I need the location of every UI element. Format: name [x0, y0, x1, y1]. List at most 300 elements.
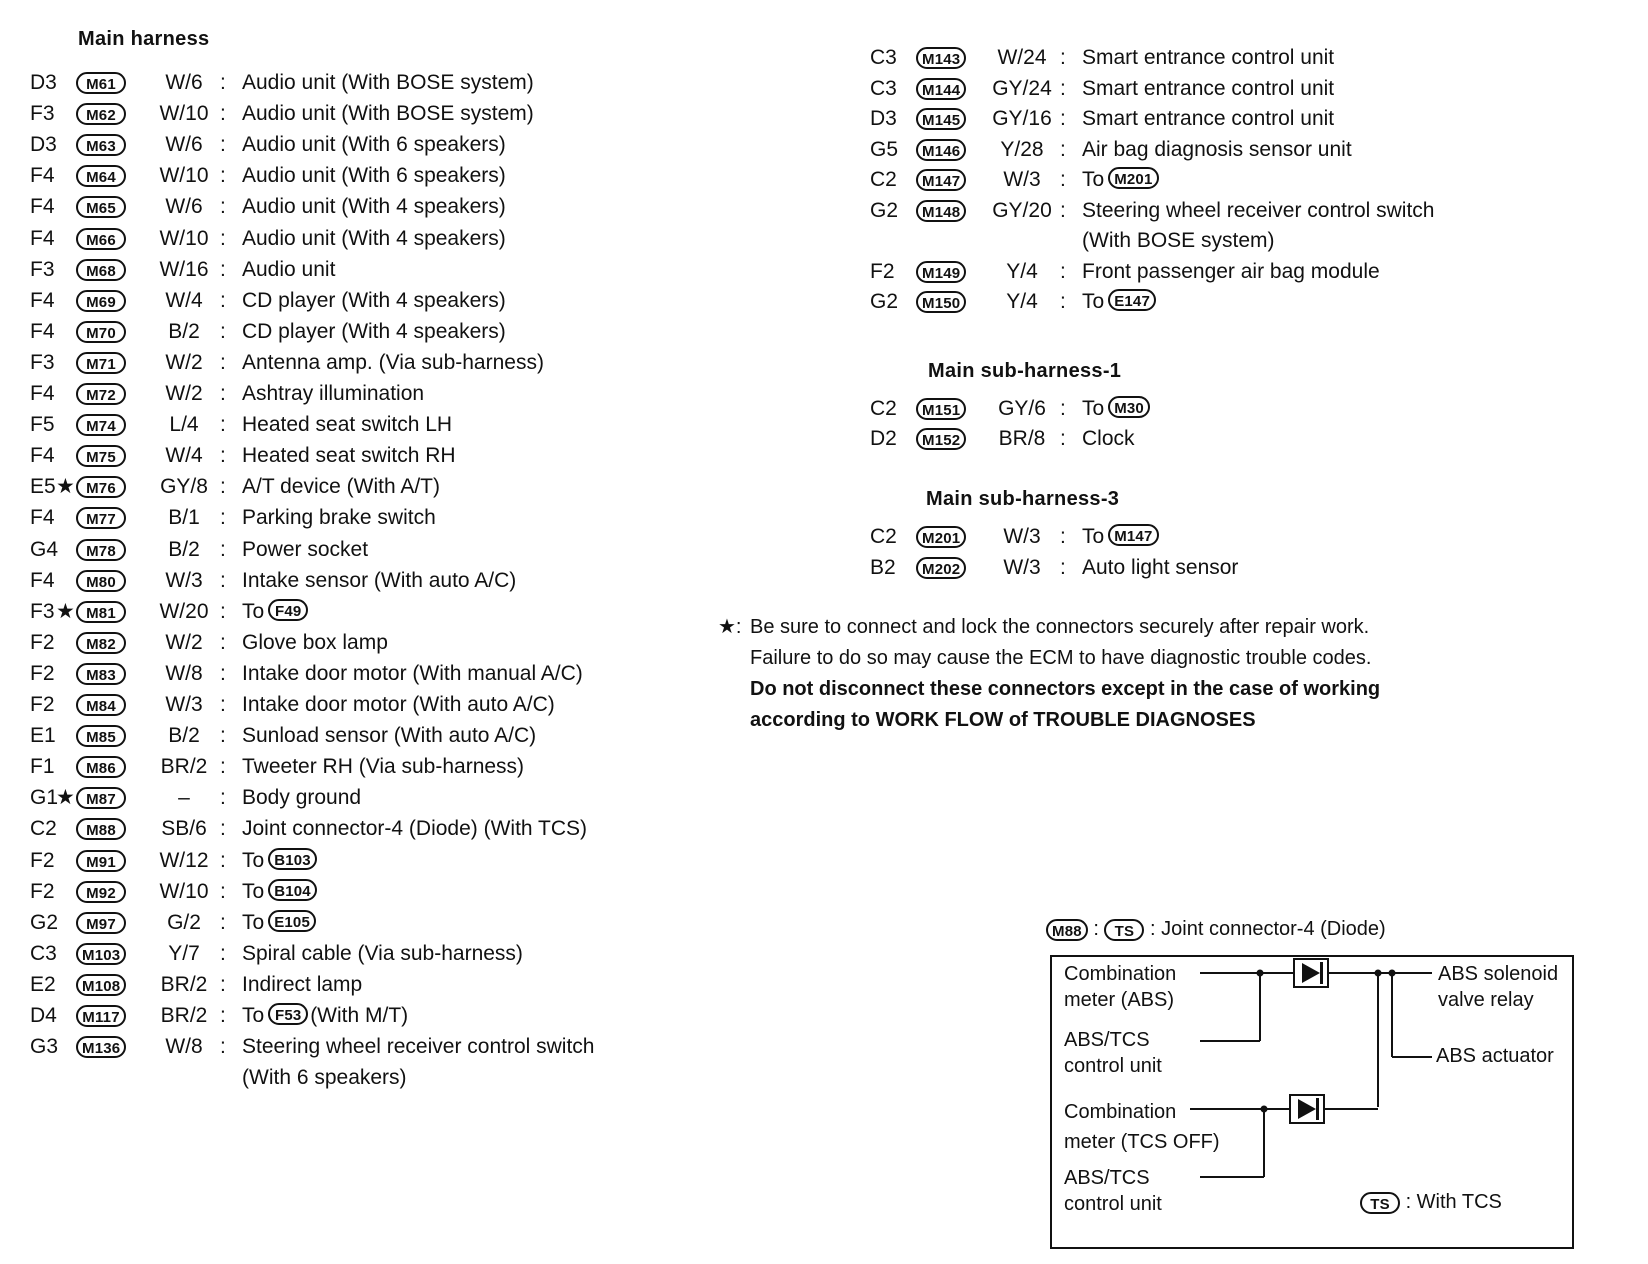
grid-ref: C2 [30, 817, 57, 841]
connector-badge: E147 [1108, 289, 1156, 311]
connector-badge: M147 [916, 169, 966, 191]
connector-row [30, 224, 730, 254]
separator-colon: : [220, 941, 226, 965]
wire-spec: BR/8 [998, 427, 1046, 450]
wire-spec: G/2 [167, 910, 201, 934]
connector-description [242, 628, 388, 658]
grid-ref: F3 [30, 350, 55, 374]
grid-ref: D2 [870, 427, 897, 450]
wire-spec: W/2 [165, 350, 203, 374]
connector-description [242, 690, 555, 720]
star-icon: ★ [56, 786, 75, 810]
connector-row [870, 424, 1570, 454]
connector-row [870, 74, 1570, 104]
grid-ref: F4 [30, 164, 55, 188]
separator-colon: : [220, 288, 226, 312]
description-text: To [242, 599, 265, 623]
separator-colon: : [220, 506, 226, 530]
connector-description [1082, 553, 1238, 583]
connector-description [1082, 394, 1152, 424]
diagram-title: Joint connector-4 (Diode) [1161, 918, 1386, 940]
connector-row [30, 255, 730, 285]
connector-row [30, 68, 730, 98]
note-line-1: Be sure to connect and lock the connectors securely after repair work. [750, 616, 1370, 638]
connector-description [242, 939, 523, 969]
connector-row [30, 317, 730, 347]
connector-badge: M82 [76, 632, 126, 654]
separator-colon: : [1060, 198, 1066, 222]
connector-badge: M117 [76, 1005, 126, 1027]
wire-spec: W/3 [1003, 525, 1041, 548]
description-text-line-2: (With 6 speakers) [242, 1066, 407, 1090]
wire-spec: B/1 [168, 506, 200, 530]
description-text: Intake sensor (With auto A/C) [242, 568, 517, 592]
grid-ref: G1 [30, 786, 59, 810]
connector-badge: M75 [76, 445, 126, 467]
connector-row [870, 165, 1570, 195]
connector-badge: TS [1360, 1192, 1400, 1214]
connector-description [242, 472, 440, 502]
connector-row [30, 814, 730, 844]
description-text: Heated seat switch LH [242, 413, 453, 437]
separator-colon: : [1060, 259, 1066, 283]
separator-colon: : [1060, 107, 1066, 130]
grid-ref: F3 [30, 257, 55, 281]
connector-row [870, 196, 1570, 226]
connector-badge: M148 [916, 200, 966, 222]
connector-badge: M88 [76, 818, 126, 840]
connector-description [242, 846, 319, 876]
connector-badge: B103 [268, 848, 317, 870]
wire-spec: W/16 [159, 257, 209, 281]
connector-description [242, 286, 506, 316]
separator-colon: : [220, 693, 226, 716]
separator-colon: : [1060, 397, 1066, 420]
separator-colon: : [220, 133, 226, 157]
legend-text: : With TCS [1405, 1191, 1502, 1213]
separator-colon: : [1060, 168, 1066, 191]
connector-badge: M144 [916, 78, 966, 100]
separator-colon: : [1060, 427, 1066, 450]
connector-badge: M80 [76, 570, 126, 592]
separator-colon: : [220, 1004, 226, 1027]
connector-badge: M85 [76, 725, 126, 747]
grid-ref: G5 [870, 137, 899, 161]
grid-ref: F5 [30, 413, 55, 437]
wire-spec: BR/2 [160, 755, 208, 779]
connector-badge: M84 [76, 694, 126, 716]
connector-badge: M87 [76, 787, 126, 809]
grid-ref: F2 [870, 259, 895, 283]
connector-description [242, 410, 452, 440]
separator-colon: : [220, 755, 226, 779]
description-text: Power socket [242, 537, 369, 561]
grid-ref: F4 [30, 444, 55, 468]
grid-ref: C2 [870, 525, 897, 548]
connector-badge: M150 [916, 291, 966, 313]
separator-colon: : [1060, 290, 1066, 313]
description-text: To [242, 879, 265, 903]
grid-ref: G2 [870, 290, 899, 313]
description-suffix: (With M/T) [310, 1004, 409, 1027]
description-text-line-2: (With BOSE system) [1082, 229, 1275, 252]
separator-colon: : [220, 972, 226, 996]
wire-spec: W/10 [159, 164, 209, 188]
connector-badge: M83 [76, 663, 126, 685]
grid-ref: F3 [30, 102, 55, 126]
connector-badge: M76 [76, 476, 126, 498]
connector-row [30, 286, 730, 316]
diode-diagram [1050, 955, 1574, 1249]
connector-row [30, 1001, 730, 1031]
description-text: Steering wheel receiver control switch [242, 1035, 595, 1059]
description-text: Auto light sensor [1082, 556, 1239, 579]
connector-description [242, 535, 368, 565]
grid-ref: E2 [30, 972, 56, 996]
description-text: Audio unit (With 6 speakers) [242, 164, 506, 188]
description-text: Smart entrance control unit [1082, 76, 1335, 100]
grid-ref: F4 [30, 288, 55, 312]
separator-colon: : [220, 1035, 226, 1059]
connector-badge: M146 [916, 139, 966, 161]
connector-badge: M70 [76, 321, 126, 343]
grid-ref: F4 [30, 319, 55, 343]
separator-colon: : [220, 257, 226, 281]
grid-ref: E5 [30, 475, 56, 499]
separator-colon: : [220, 350, 226, 374]
connector-description [242, 908, 318, 938]
connector-description [1082, 165, 1161, 195]
separator-colon: : [220, 879, 226, 903]
description-text: Audio unit (With 4 speakers) [242, 195, 506, 219]
connector-description [242, 317, 506, 347]
wire-spec: W/12 [159, 848, 209, 872]
separator-colon: : [220, 848, 226, 872]
grid-ref: G2 [30, 910, 59, 934]
connector-badge: M74 [76, 414, 126, 436]
wire-spec: W/3 [1003, 168, 1041, 191]
wire-spec: W/10 [159, 102, 209, 126]
star-icon: ★ [56, 475, 75, 499]
connector-description [242, 1032, 595, 1062]
description-text: Smart entrance control unit [1082, 46, 1335, 69]
connector-row [30, 690, 730, 720]
grid-ref: C3 [30, 941, 57, 965]
description-text: Air bag diagnosis sensor unit [1082, 137, 1352, 161]
separator-colon: : [1060, 46, 1066, 69]
connector-badge: M201 [1108, 167, 1158, 189]
description-text: To [242, 848, 265, 872]
connector-row [870, 43, 1570, 73]
connector-badge: M97 [76, 912, 126, 934]
connector-badge: M149 [916, 261, 966, 283]
connector-badge: M91 [76, 850, 126, 872]
separator-colon: : [220, 195, 226, 219]
grid-ref: F4 [30, 226, 55, 250]
separator-colon: : [220, 71, 226, 94]
connector-badge: M92 [76, 881, 126, 903]
connector-row [30, 783, 730, 813]
wire-spec: W/8 [165, 661, 203, 685]
wire-spec: W/6 [165, 195, 203, 219]
description-text: Intake door motor (With auto A/C) [242, 693, 555, 716]
connector-row [30, 908, 730, 938]
grid-ref: B2 [870, 556, 896, 579]
wire-spec: L/4 [169, 413, 199, 437]
description-text: Body ground [242, 786, 362, 810]
wire-spec: W/10 [159, 226, 209, 250]
grid-ref: F4 [30, 506, 55, 530]
wire-spec: W/2 [165, 630, 203, 654]
label-line: ABS/TCS [1064, 1167, 1150, 1189]
connector-description [242, 752, 524, 782]
wire-spec: W/24 [997, 46, 1047, 69]
connector-badge: M152 [916, 428, 966, 450]
connector-badge: M77 [76, 507, 126, 529]
wire-spec: Y/28 [1000, 137, 1044, 161]
separator-colon: : [220, 102, 226, 126]
separator-colon: : [220, 910, 226, 934]
connector-row [30, 130, 730, 160]
connector-description [242, 379, 424, 409]
wire-spec: W/2 [165, 382, 203, 405]
connector-description [242, 566, 516, 596]
connector-badge: M151 [916, 398, 966, 420]
grid-ref: C2 [870, 397, 897, 420]
description-text: To [242, 1004, 265, 1027]
connector-description [1082, 522, 1161, 552]
description-text: To [242, 910, 265, 934]
grid-ref: F1 [30, 755, 55, 779]
connector-description [1082, 196, 1435, 226]
connector-row [870, 135, 1570, 165]
separator-colon: : [220, 475, 226, 499]
separator-colon: : [220, 599, 226, 623]
label-line: ABS solenoid [1438, 963, 1559, 985]
wire-spec: Y/4 [1006, 259, 1038, 283]
connector-badge: TS [1104, 919, 1144, 941]
connector-badge: M136 [76, 1036, 126, 1058]
wire-spec: B/2 [168, 537, 200, 561]
description-text: Ashtray illumination [242, 382, 425, 405]
connector-badge: M64 [76, 165, 126, 187]
label-line: meter (ABS) [1064, 989, 1175, 1011]
connector-description [242, 970, 362, 1000]
description-text: Audio unit (With BOSE system) [242, 71, 534, 94]
label-line: control unit [1064, 1193, 1162, 1215]
wire-spec: GY/8 [160, 475, 208, 499]
wire-spec: W/3 [1003, 556, 1041, 579]
separator-colon: : [220, 444, 226, 468]
wire-spec: W/20 [159, 599, 209, 623]
description-text: Clock [1082, 427, 1135, 450]
wire-spec: W/10 [159, 879, 209, 903]
separator-colon: : [220, 413, 226, 437]
grid-ref: G2 [870, 198, 899, 222]
connector-description [242, 503, 436, 533]
input-combination-meter-abs [1064, 961, 1176, 1013]
separator-colon: : [1060, 137, 1066, 161]
connector-row [30, 379, 730, 409]
label-line: Combination [1064, 963, 1177, 985]
connector-row [30, 503, 730, 533]
grid-ref: C2 [870, 168, 897, 191]
description-text: CD player (With 4 speakers) [242, 319, 506, 343]
connector-badge: M88 [1046, 919, 1088, 941]
label-line: control unit [1064, 1055, 1162, 1077]
description-text: To [1082, 168, 1105, 191]
connector-badge: B104 [268, 879, 317, 901]
label-line: ABS/TCS [1064, 1029, 1150, 1051]
connector-description [242, 441, 456, 471]
separator-colon: : [220, 537, 226, 561]
connector-description [1082, 257, 1380, 287]
connector-row-continued [870, 226, 1570, 256]
connector-badge: M72 [76, 383, 126, 405]
connector-badge: M81 [76, 601, 126, 623]
grid-ref: C3 [870, 76, 897, 100]
connector-row [30, 348, 730, 378]
connector-description [242, 814, 587, 844]
connector-row [870, 287, 1570, 317]
connector-row [870, 522, 1570, 552]
separator-colon: : [1060, 556, 1066, 579]
connector-badge: M30 [1108, 396, 1150, 418]
wire-spec: W/6 [165, 133, 203, 157]
connector-description [1082, 43, 1334, 73]
output-abs-solenoid-valve-relay [1438, 961, 1558, 1013]
connector-row [30, 939, 730, 969]
grid-ref: F4 [30, 568, 55, 592]
description-text: Joint connector-4 (Diode) (With TCS) [242, 817, 588, 841]
connector-description [242, 224, 506, 254]
connector-description [242, 192, 506, 222]
connector-row [30, 192, 730, 222]
connector-description [242, 877, 319, 907]
connector-row [30, 566, 730, 596]
connector-row [870, 394, 1570, 424]
separator-colon: : [220, 817, 226, 841]
connector-badge: M63 [76, 134, 126, 156]
description-text: Audio unit (With 6 speakers) [242, 133, 506, 157]
grid-ref: F4 [30, 195, 55, 219]
wire-spec: BR/2 [160, 972, 208, 996]
description-text: Tweeter RH (Via sub-harness) [242, 755, 525, 779]
connector-badge: M68 [76, 259, 126, 281]
sub-harness-1-title: Main sub-harness-1 [928, 360, 1122, 382]
grid-ref: F2 [30, 879, 55, 903]
wire-spec: GY/20 [992, 198, 1052, 222]
wire-spec: W/3 [165, 568, 203, 592]
connector-row [30, 161, 730, 191]
grid-ref: F2 [30, 630, 55, 654]
connector-badge: M103 [76, 943, 126, 965]
connector-description [242, 130, 506, 160]
star-icon: ★ [56, 599, 75, 623]
description-text: A/T device (With A/T) [242, 475, 440, 499]
separator-colon: : [220, 319, 226, 343]
separator-colon: : [1060, 76, 1066, 100]
connector-description [242, 597, 310, 627]
wire-spec: Y/7 [168, 941, 200, 965]
separator-colon: : [220, 661, 226, 685]
wire-spec: BR/2 [160, 1004, 208, 1027]
connector-row [30, 752, 730, 782]
separator-colon: : [220, 724, 226, 748]
connector-row [30, 410, 730, 440]
connector-row [870, 553, 1570, 583]
connector-badge: M78 [76, 539, 126, 561]
connector-row [30, 535, 730, 565]
connector-row [30, 1032, 730, 1062]
separator-colon: : [220, 164, 226, 188]
input-combination-meter-tcs-off [1064, 1097, 1220, 1157]
separator-colon: : [220, 226, 226, 250]
connector-badge: M86 [76, 756, 126, 778]
grid-ref: E1 [30, 724, 56, 748]
description-text: Steering wheel receiver control switch [1082, 198, 1435, 222]
connector-badge: M147 [1108, 524, 1158, 546]
connector-badge: M61 [76, 72, 126, 94]
description-text: Antenna amp. (Via sub-harness) [242, 350, 544, 374]
wire-spec: W/3 [165, 693, 203, 716]
output-abs-actuator: ABS actuator [1436, 1045, 1554, 1067]
description-text: Heated seat switch RH [242, 444, 456, 468]
wire-spec: Y/4 [1006, 290, 1038, 313]
diagram-colon: : [1093, 918, 1099, 940]
connector-row [30, 659, 730, 689]
grid-ref: D3 [870, 107, 897, 130]
connector-row [870, 104, 1570, 134]
wire-spec: GY/6 [998, 397, 1046, 420]
input-abs-tcs-control-unit-2 [1064, 1165, 1162, 1217]
connector-description [1082, 424, 1135, 454]
sub-harness-3-title: Main sub-harness-3 [926, 488, 1120, 510]
connector-description [1082, 135, 1352, 165]
connector-description [242, 348, 544, 378]
connector-row [30, 441, 730, 471]
label-line: Combination [1064, 1101, 1177, 1123]
wire-spec: – [178, 786, 190, 810]
description-text: Spiral cable (Via sub-harness) [242, 941, 523, 965]
description-text: Smart entrance control unit [1082, 107, 1335, 130]
grid-ref: D3 [30, 71, 57, 94]
wire-spec: B/2 [168, 319, 200, 343]
connector-description [242, 68, 534, 98]
connector-row [30, 597, 730, 627]
connector-badge: M65 [76, 196, 126, 218]
connector-description [242, 783, 361, 813]
separator-colon: : [220, 568, 226, 592]
connector-badge: M71 [76, 352, 126, 374]
connector-row [30, 472, 730, 502]
wire-spec: GY/24 [992, 76, 1052, 100]
connector-description [242, 161, 506, 191]
connector-row [30, 628, 730, 658]
note-marker: ★: [718, 616, 742, 638]
connector-row [30, 846, 730, 876]
grid-ref: F4 [30, 382, 55, 405]
connector-row [30, 970, 730, 1000]
grid-ref: F3 [30, 599, 55, 623]
connector-badge: M201 [916, 526, 966, 548]
connector-badge: F53 [268, 1003, 308, 1025]
connector-badge: M145 [916, 108, 966, 130]
description-text: Parking brake switch [242, 506, 436, 530]
connector-badge: E105 [268, 910, 316, 932]
separator-colon: : [220, 786, 226, 810]
separator-colon: : [1060, 525, 1066, 548]
